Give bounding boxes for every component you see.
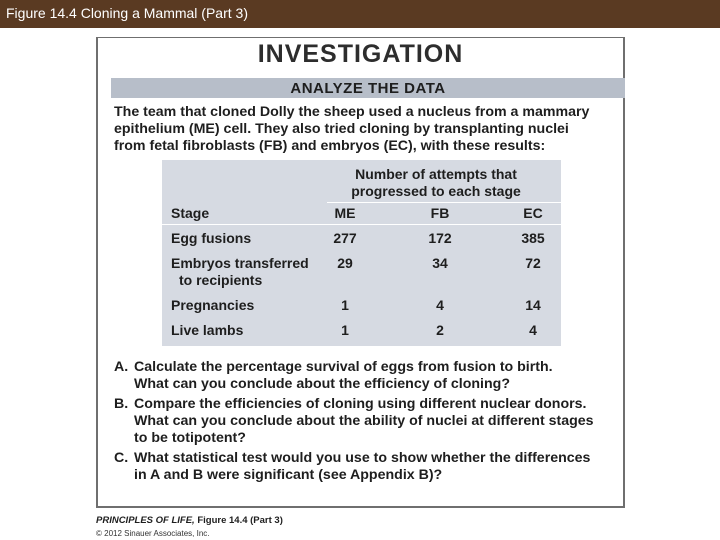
investigation-heading: INVESTIGATION bbox=[257, 40, 464, 68]
column-header-me: ME bbox=[334, 205, 356, 221]
cell-fb: 4 bbox=[436, 297, 444, 313]
slide-title: Figure 14.4 Cloning a Mammal (Part 3) bbox=[6, 5, 248, 21]
question-line: Calculate the percentage survival of eggs from fusion to birth. bbox=[134, 359, 553, 375]
stage-label: Embryos transferred bbox=[171, 255, 309, 271]
question-b bbox=[114, 396, 594, 446]
question-letter: B. bbox=[114, 396, 129, 412]
question-line: Compare the efficiencies of cloning using different nuclear donors. bbox=[134, 396, 587, 412]
column-header-fb: FB bbox=[430, 205, 450, 221]
caption-rule bbox=[327, 202, 561, 203]
analyze-data-banner bbox=[111, 78, 625, 98]
cell-me: 1 bbox=[341, 322, 349, 338]
cell-fb: 34 bbox=[432, 255, 448, 271]
header-rule bbox=[162, 224, 561, 225]
analyze-data-heading: ANALYZE THE DATA bbox=[290, 80, 446, 97]
figure-credit bbox=[96, 515, 283, 526]
book-title: PRINCIPLES OF LIFE, bbox=[96, 515, 195, 526]
stage-label: Egg fusions bbox=[171, 230, 252, 246]
table-caption-line: Number of attempts that bbox=[355, 166, 517, 182]
stage-label: Pregnancies bbox=[171, 297, 255, 313]
question-letter: C. bbox=[114, 450, 129, 466]
cell-ec: 14 bbox=[525, 297, 541, 313]
investigation-box bbox=[96, 37, 625, 508]
question-c bbox=[114, 450, 591, 483]
table-caption bbox=[332, 166, 540, 200]
cell-me: 29 bbox=[337, 255, 353, 271]
question-line: What can you conclude about the efficiency of cloning? bbox=[134, 376, 510, 392]
stage-label: Live lambs bbox=[171, 322, 244, 338]
column-header-stage: Stage bbox=[171, 205, 210, 221]
cell-fb: 172 bbox=[428, 230, 452, 246]
question-line: What can you conclude about the ability of nuclei at different stages bbox=[134, 413, 594, 429]
intro-line: from fetal fibroblasts (FB) and embryos (EC), with these results: bbox=[114, 138, 546, 154]
question-line: What statistical test would you use to show whether the differences bbox=[134, 450, 591, 466]
figure-reference: Figure 14.4 (Part 3) bbox=[194, 515, 283, 526]
cell-ec: 385 bbox=[521, 230, 545, 246]
cell-ec: 72 bbox=[525, 255, 541, 271]
question-a bbox=[114, 359, 553, 392]
question-line: in A and B were significant (see Appendix B)? bbox=[134, 467, 443, 483]
cell-ec: 4 bbox=[529, 322, 537, 338]
stage-label-continued: to recipients bbox=[179, 272, 263, 288]
intro-line: The team that cloned Dolly the sheep used a nucleus from a mammary bbox=[114, 104, 590, 120]
cell-me: 277 bbox=[333, 230, 357, 246]
column-header-ec: EC bbox=[523, 205, 543, 221]
investigation-header bbox=[98, 38, 623, 70]
question-letter: A. bbox=[114, 359, 129, 375]
cell-fb: 2 bbox=[436, 322, 444, 338]
copyright-notice: © 2012 Sinauer Associates, Inc. bbox=[96, 529, 210, 538]
slide-title-bar bbox=[0, 0, 720, 28]
table-caption-line: progressed to each stage bbox=[351, 183, 521, 199]
results-table bbox=[162, 160, 561, 346]
question-line: to be totipotent? bbox=[134, 430, 246, 446]
cell-me: 1 bbox=[341, 297, 349, 313]
intro-paragraph bbox=[114, 104, 619, 155]
intro-line: epithelium (ME) cell. They also tried cloning by transplanting nuclei bbox=[114, 121, 569, 137]
